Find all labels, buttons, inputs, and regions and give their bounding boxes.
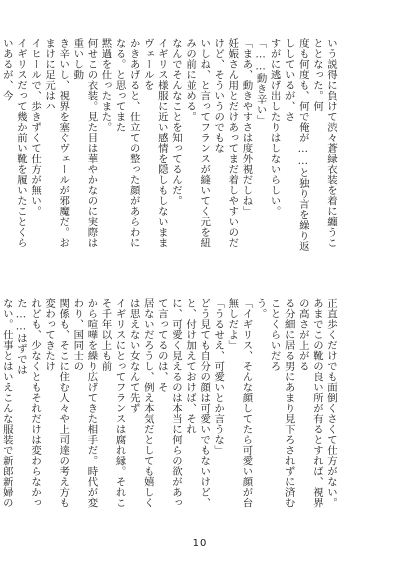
text-line: ない。仕事とはいえこんな服装で新郎新婦の	[0, 298, 13, 508]
text-line: 黙過を仕ったまた。	[99, 38, 112, 133]
text-line: なんでそんなことを知ってるんだ。	[169, 38, 182, 206]
text-line: イギリスにとってフランスは腐れ縁。それこそ千年以上も前	[99, 298, 126, 508]
text-line: いう説得に負けて渋々蒼緑衣装を着に纏うこととなった。何	[310, 38, 337, 248]
text-line: れども、少なくともそれだけは変わらなかった……はずでは	[14, 298, 42, 508]
text-line: あまでこの靴の良い所が有るとすれば、視界の高さが上がる	[296, 298, 323, 508]
text-line: すがに逃げ出したりはしないらしい。	[268, 38, 281, 217]
page-number: 10	[192, 538, 208, 549]
text-line: 妊娠さん用とだけあってまだ着しやすいのだけど、そういうのでもな	[212, 38, 239, 248]
text-line: イギリスだって幾か前い靴を履いたことくらいあるが、今	[0, 38, 27, 248]
text-line: いしね、と言ってフランスが縫いてく元を紐みの前に並める。	[184, 38, 211, 248]
lower-text-block	[0, 298, 338, 516]
text-line: る分細に居る男にあまり見下ろされずに済むことくらいだろ	[268, 298, 295, 508]
text-line: かきあげると、仕立ての整った顔があらわになる。と思ってまた	[113, 38, 140, 248]
text-line: イヒールで、歩きずくて仕方が無い。	[29, 38, 42, 217]
text-line: 何せこの衣装。見た目は華やかなのに実際は重いし動	[71, 38, 98, 248]
text-line: 「まあ、動きやすさは度外視だしね」	[240, 38, 253, 217]
text-line: 「うるせえ、可愛いとか言うな」	[212, 298, 225, 456]
text-line: に、可愛く見えるのは本当に何らの欲があって言ってるのは、そ	[155, 298, 182, 508]
text-line: から喧嘩を繰り広げてきた相手だ。時代が変わり、国同士の	[71, 298, 98, 508]
text-line: 関係も、そこに住む人々や上司達の考え方も変わってきたけ	[43, 298, 70, 508]
upper-text-block	[0, 38, 338, 256]
text-line: イギリス様服に近い感情を隠しもしないままヴェールを	[141, 38, 168, 248]
text-line: 正直歩くだけでも面倒くさくて仕方がない。	[325, 298, 337, 508]
text-line: 「……動き辛い」	[254, 38, 267, 126]
text-line: どう見ても自分の顔は可愛いでもないけど、と、付け加えておけば、それ	[184, 298, 211, 508]
text-line: き辛いし、視界を塞ぐヴェールが邪魔だ。おまけに足元はハ	[43, 38, 70, 248]
text-line: 度も何度も、何で俺が……と独り言を繰り返ししているが、さ	[282, 38, 309, 252]
text-line: 居ないだろうし、例え本気だとしても嬉しくは思えない女なんて先ず	[127, 298, 154, 508]
text-line: う。	[254, 298, 267, 319]
text-line: 「イギリス、そんな顔してたら可愛い顔が台無しだよ」	[226, 298, 253, 508]
